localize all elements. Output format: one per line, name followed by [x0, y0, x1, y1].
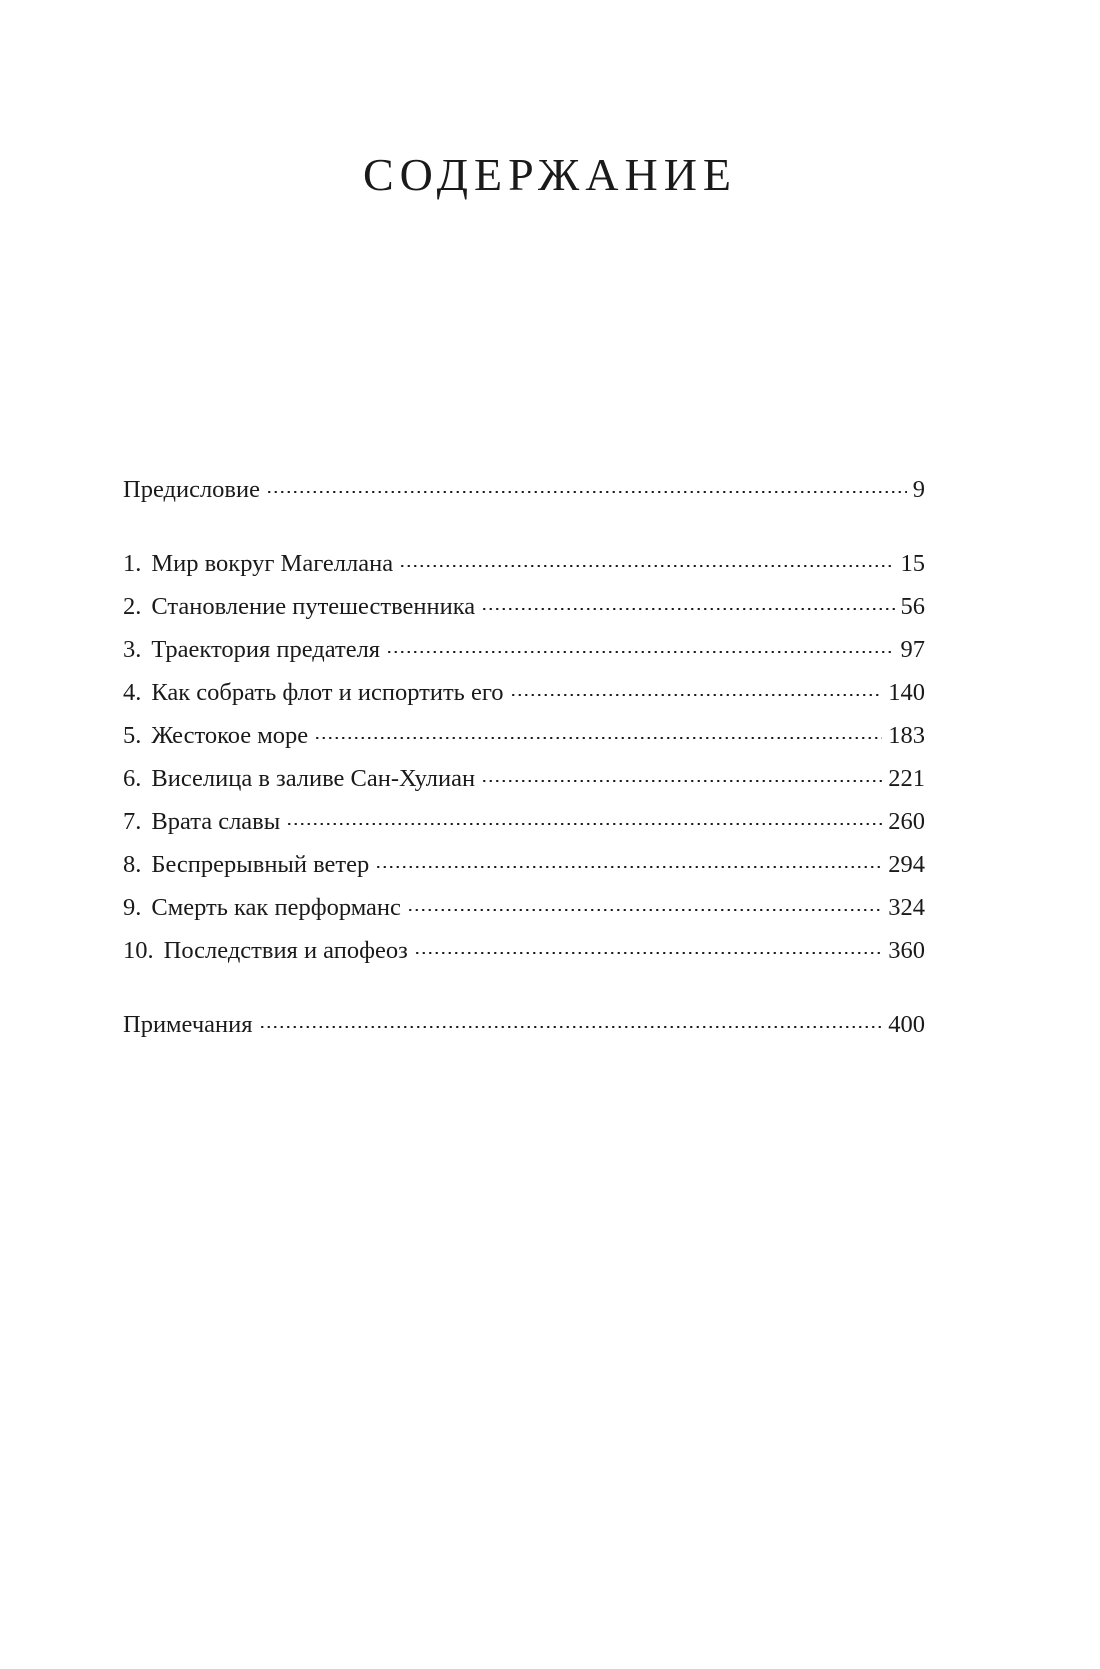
toc-entry-label: Как собрать флот и испортить его	[151, 679, 504, 706]
toc-entry-chapter-9[interactable]	[123, 886, 925, 929]
toc-entry-label: Беспрерывный ветер	[151, 851, 370, 878]
dot-leader	[386, 651, 894, 653]
page-title: СОДЕРЖАНИЕ	[362, 149, 738, 200]
toc-entry-label: Становление путешественника	[151, 593, 476, 620]
toc-entry-page: 221	[888, 765, 925, 792]
dot-leader	[399, 565, 894, 567]
toc-entry-label: Жестокое море	[151, 722, 309, 749]
dot-leader	[481, 608, 894, 610]
dot-leader	[414, 952, 882, 954]
dot-leader	[407, 909, 882, 911]
chapter-number: 1.	[123, 550, 142, 577]
toc-entry-page: 360	[888, 937, 925, 964]
toc-entry-label: Последствия и апофеоз	[163, 937, 408, 964]
toc-entry-page: 56	[900, 593, 925, 620]
table-of-contents	[123, 468, 925, 1046]
toc-entry-chapter-3[interactable]	[123, 628, 925, 671]
toc-entry-page: 9	[912, 476, 925, 503]
dot-leader	[266, 491, 907, 493]
toc-entry-label: Смерть как перформанс	[151, 894, 401, 921]
toc-entry-page: 324	[888, 894, 925, 921]
dot-leader	[286, 823, 882, 825]
chapter-number: 8.	[123, 851, 142, 878]
dot-leader	[314, 737, 882, 739]
toc-entry-chapter-5[interactable]	[123, 714, 925, 757]
chapter-number: 3.	[123, 636, 142, 663]
dot-leader	[375, 866, 882, 868]
chapter-number: 7.	[123, 808, 142, 835]
toc-entry-page: 260	[888, 808, 925, 835]
toc-entry-page: 183	[888, 722, 925, 749]
toc-entry-page: 15	[900, 550, 925, 577]
toc-entry-chapter-6[interactable]	[123, 757, 925, 800]
toc-entry-page: 294	[888, 851, 925, 878]
dot-leader	[510, 694, 883, 696]
chapter-number: 4.	[123, 679, 142, 706]
toc-entry-chapter-10[interactable]	[123, 929, 925, 972]
toc-entry-page: 97	[900, 636, 925, 663]
toc-entry-label: Виселица в заливе Сан-Хулиан	[151, 765, 476, 792]
toc-entry-label: Примечания	[123, 1011, 253, 1038]
chapter-number: 10.	[123, 937, 154, 964]
toc-entry-label: Траектория предателя	[151, 636, 381, 663]
toc-entry-page: 140	[888, 679, 925, 706]
toc-entry-foreword[interactable]	[123, 468, 925, 511]
toc-entry-label: Мир вокруг Магеллана	[151, 550, 394, 577]
toc-entry-chapter-7[interactable]	[123, 800, 925, 843]
dot-leader	[481, 780, 882, 782]
toc-entry-chapter-1[interactable]	[123, 542, 925, 585]
toc-entry-chapter-8[interactable]	[123, 843, 925, 886]
toc-entry-chapter-4[interactable]	[123, 671, 925, 714]
chapter-number: 5.	[123, 722, 142, 749]
chapter-number: 9.	[123, 894, 142, 921]
chapter-number: 2.	[123, 593, 142, 620]
toc-entry-notes[interactable]	[123, 1003, 925, 1046]
toc-entry-label: Предисловие	[123, 476, 260, 503]
toc-entry-label: Врата славы	[151, 808, 281, 835]
chapter-number: 6.	[123, 765, 142, 792]
toc-entry-chapter-2[interactable]	[123, 585, 925, 628]
dot-leader	[259, 1026, 883, 1028]
toc-entry-page: 400	[888, 1011, 925, 1038]
